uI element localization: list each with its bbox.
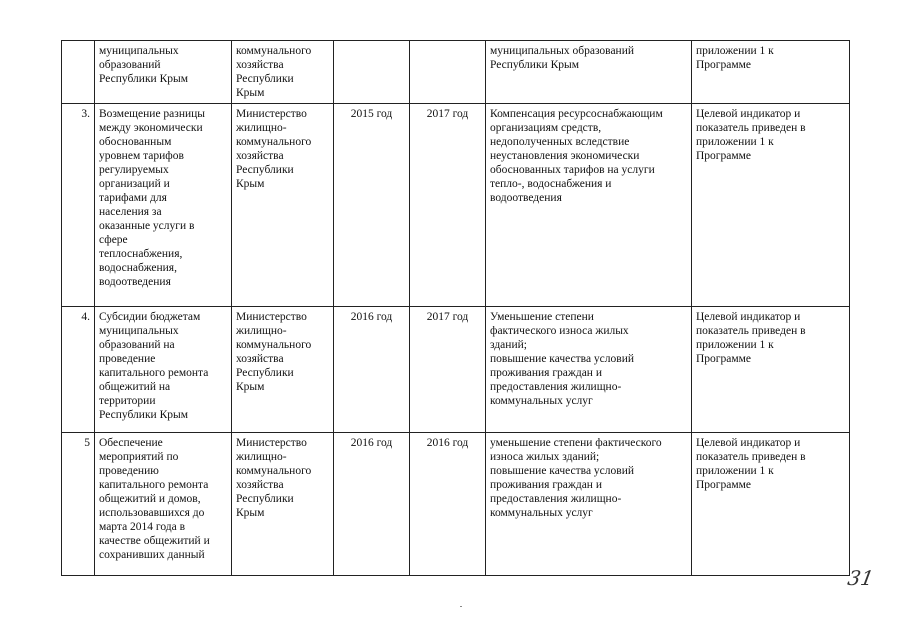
executor-cell: Министерство жилищно- коммунального хозяйства Республики Крым [232,433,334,576]
result-cell: Уменьшение степени фактического износа жилых зданий; повышение качества условий проживания граждан и предоставления жилищно- коммунальных услуг [486,307,692,433]
table-row [62,41,850,104]
table-row [62,433,850,576]
row-number-cell [62,41,95,104]
row-number-cell: 3. [62,104,95,307]
indicator-cell: Целевой индикатор и показатель приведен в приложении 1 к Программе [692,433,850,576]
result-cell: уменьшение степени фактического износа жилых зданий; повышение качества условий проживания граждан и предоставления жилищно- коммунальных услуг [486,433,692,576]
result-cell: муниципальных образований Республики Крым [486,41,692,104]
executor-cell: коммунального хозяйства Республики Крым [232,41,334,104]
measure-cell: муниципальных образований Республики Крым [95,41,232,104]
measure-cell: Возмещение разницы между экономически обоснованным уровнем тарифов регулируемых организаций и тарифами для населения за оказанные услуги в сфере теплоснабжения, водоснабжения, водоотведения [95,104,232,307]
result-cell: Компенсация ресурсоснабжающим организациям средств, недополученных вследствие неустановления экономически обоснованных тарифов на услуги тепло-, водоснабжения и водоотведения [486,104,692,307]
scan-speck [460,606,462,607]
end-year-cell: 2017 год [410,104,486,307]
row-number-cell: 5 [62,433,95,576]
row-number-cell: 4. [62,307,95,433]
program-measures-table [61,40,850,576]
indicator-cell: приложении 1 к Программе [692,41,850,104]
measure-cell: Субсидии бюджетам муниципальных образований на проведение капитального ремонта общежитий на территории Республики Крым [95,307,232,433]
start-year-cell: 2016 год [334,307,410,433]
page-number: 31 [845,566,876,590]
end-year-cell [410,41,486,104]
start-year-cell [334,41,410,104]
indicator-cell: Целевой индикатор и показатель приведен в приложении 1 к Программе [692,307,850,433]
start-year-cell: 2016 год [334,433,410,576]
start-year-cell: 2015 год [334,104,410,307]
indicator-cell: Целевой индикатор и показатель приведен в приложении 1 к Программе [692,104,850,307]
end-year-cell: 2016 год [410,433,486,576]
table-row [62,104,850,307]
executor-cell: Министерство жилищно- коммунального хозяйства Республики Крым [232,104,334,307]
measure-cell: Обеспечение мероприятий по проведению капитального ремонта общежитий и домов, использовавшихся до марта 2014 года в качестве общежитий и сохранивших данный [95,433,232,576]
end-year-cell: 2017 год [410,307,486,433]
executor-cell: Министерство жилищно- коммунального хозяйства Республики Крым [232,307,334,433]
table-row [62,307,850,433]
